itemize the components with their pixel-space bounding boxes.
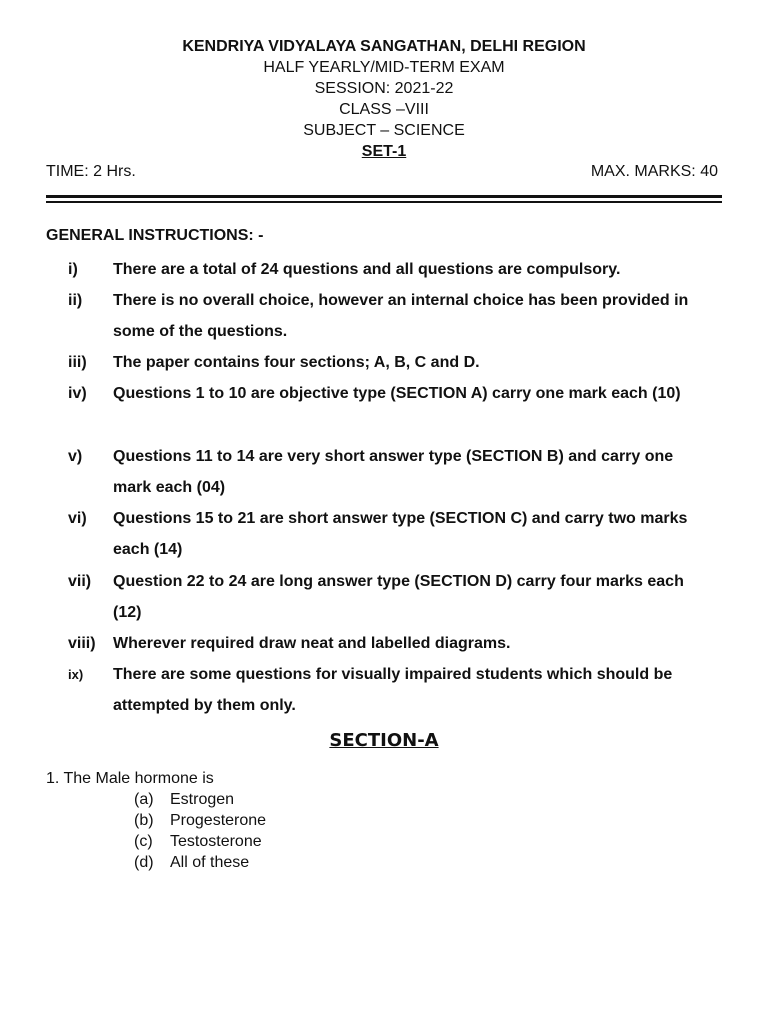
instruction-number: vii) <box>68 573 92 590</box>
instruction-text: There are a total of 24 questions and all questions are compulsory. <box>113 261 621 278</box>
question-1-option-d <box>134 853 249 874</box>
instruction-number: iii) <box>68 354 87 371</box>
question-1-option-c <box>134 832 262 853</box>
option-label: (a) <box>134 791 154 808</box>
instruction-number: ix) <box>68 667 84 682</box>
option-label: (b) <box>134 812 154 829</box>
instruction-number: vi) <box>68 510 87 527</box>
instructions-title: GENERAL INSTRUCTIONS: - <box>46 227 264 244</box>
instruction-text: Wherever required draw neat and labelled diagrams. <box>113 635 511 652</box>
instruction-text: There are some questions for visually impaired students which should be attempted by them only. <box>113 666 673 714</box>
section-a-heading: SECTION-A <box>329 730 439 751</box>
option-text: Estrogen <box>170 791 235 808</box>
instruction-number: viii) <box>68 635 96 652</box>
exam-name: HALF YEARLY/MID-TERM EXAM <box>263 59 505 76</box>
option-label: (c) <box>134 833 153 850</box>
instruction-text: Questions 11 to 14 are very short answer type (SECTION B) and carry one mark each (04) <box>113 448 674 496</box>
instruction-text: The paper contains four sections; A, B, C and D. <box>113 354 480 371</box>
class-label: CLASS –VIII <box>339 101 429 118</box>
option-text: Testosterone <box>170 833 262 850</box>
option-text: All of these <box>170 854 250 871</box>
set-label: SET-1 <box>361 143 407 160</box>
organization-title: KENDRIYA VIDYALAYA SANGATHAN, DELHI REGION <box>182 38 586 55</box>
instruction-number: v) <box>68 448 83 465</box>
instruction-number: i) <box>68 261 78 278</box>
instruction-text: Question 22 to 24 are long answer type (SECTION D) carry four marks each (12) <box>113 573 684 621</box>
question-1-option-b <box>134 811 266 832</box>
instruction-text: There is no overall choice, however an internal choice has been provided in some of the questions. <box>113 292 689 340</box>
instruction-text: Questions 1 to 10 are objective type (SECTION A) carry one mark each (10) <box>113 385 681 402</box>
instruction-number: iv) <box>68 385 87 402</box>
question-1-text: 1. The Male hormone is <box>46 770 214 787</box>
max-marks-label: MAX. MARKS: 40 <box>590 163 718 180</box>
option-label: (d) <box>134 854 154 871</box>
option-text: Progesterone <box>170 812 267 829</box>
instruction-number: ii) <box>68 292 83 309</box>
subject-label: SUBJECT – SCIENCE <box>303 122 465 139</box>
session-label: SESSION: 2021-22 <box>314 80 454 97</box>
time-label: TIME: 2 Hrs. <box>46 163 136 180</box>
instruction-text: Questions 15 to 21 are short answer type (SECTION C) and carry two marks each (14) <box>113 510 688 558</box>
question-1-option-a <box>134 790 234 811</box>
double-rule-top <box>46 195 722 198</box>
double-rule-bottom <box>46 201 722 203</box>
